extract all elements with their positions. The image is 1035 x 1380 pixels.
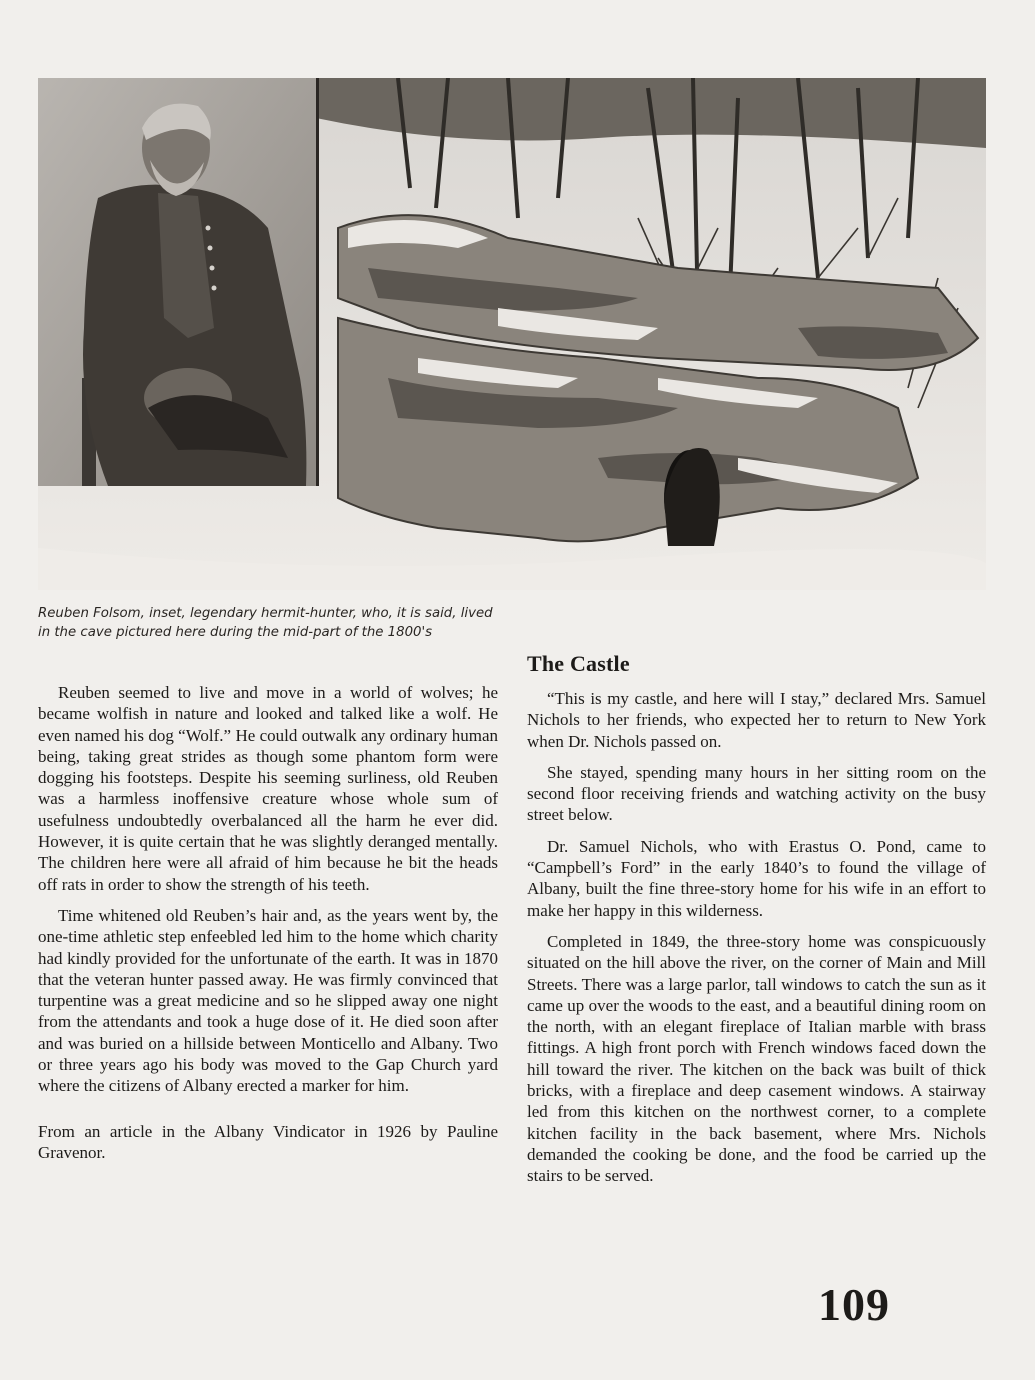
paragraph-sitting-room: She stayed, spending many hours in her sitting room on the second floor receiving friends and watching activity on the busy street below. (527, 762, 986, 825)
portrait-inset (38, 78, 319, 486)
section-title: The Castle (527, 651, 630, 676)
paragraph-castle-quote: “This is my castle, and here will I stay,” declared Mrs. Samuel Nichols to her friends, who expected her to return to New York when Dr. Nichols passed on. (527, 689, 986, 751)
cave-photograph (38, 78, 986, 590)
paragraph-dr-nichols: Dr. Samuel Nichols, who with Erastus O. Pond, came to “Campbell’s Ford” in the early 1840’s to found the village of Albany, built the fine three-story home for his wife in an effort to make her happy in this wilderness. (527, 836, 986, 920)
right-column (527, 650, 986, 1187)
article-source: From an article in the Albany Vindicator in 1926 by Pauline Gravenor. (38, 1121, 498, 1162)
page-number: 109 (818, 1279, 890, 1330)
paragraph-house-description: Completed in 1849, the three-story home was conspicuously situated on the hill above the river, on the corner of Main and Mill Streets. There was a large parlor, tall windows to catch the sun as it came up over the woods to the east, and a beautiful dining room on the north, with an elegant fireplace of Italian marble with brass fittings. A high front porch with French windows faced down the hill toward the river. The kitchen on the back was built of thick bricks, with a fireplace and deep casement windows. A stairway led from this kitchen on the northwest corner, to a complete kitchen facility in the back basement, where Mrs. Nichols demanded the cooking be done, and the food be carried up the stairs to be served. (527, 931, 986, 1186)
paragraph-reuben-wolves: Reuben seemed to live and move in a world of wolves; he became wolfish in nature and looked and talked like a wolf. He even named his dog “Wolf.” He could outwalk any ordinary human being, taking great strides as though some phantom form were dogging his footsteps. Despite his seeming surliness, old Reuben was a harmless inoffensive creature whose whole sum of usefulness undoubtedly overbalanced all the harm he ever did. However, it is quite certain that he was slightly deranged mentally. The children here were all afraid of him because he bit the heads off rats in order to show the strength of his teeth. (38, 683, 498, 894)
paragraph-reuben-death: Time whitened old Reuben’s hair and, as the years went by, the one-time athletic step enfeebled led him to the home which charity had kindly provided for the unfortunate of the earth. It was in 1870 that the veteran hunter passed away. He was firmly convinced that turpentine was a great medicine and so he slipped away one night from the attendants and took a huge dose of it. He died soon after and was buried on a hillside between Monticello and Albany. Two or three years ago his body was moved to the Gap Church yard where the citizens of Albany erected a marker for him. (38, 905, 498, 1096)
photo-caption: Reuben Folsom, inset, legendary hermit-hunter, who, it is said, lived in the cave pictured here during the mid-part of the 1800's (38, 606, 493, 640)
left-column (38, 682, 498, 1163)
